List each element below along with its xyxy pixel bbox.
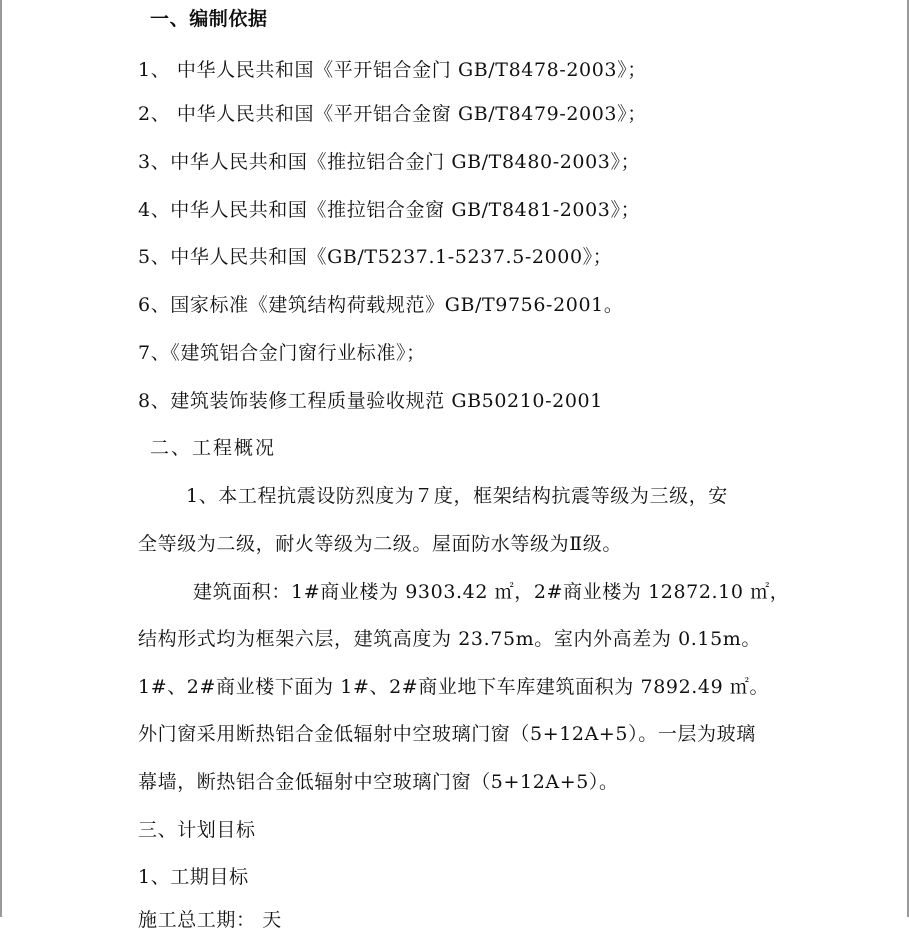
- basis-item-3: 3、中华人民共和国《推拉铝合金门 GB/T8480-2003》；: [138, 151, 641, 173]
- page-left-border: [0, 0, 2, 917]
- overview-para1-line2: 全等级为二级，耐火等级为二级。屋面防水等级为Ⅱ级。: [138, 533, 622, 555]
- basis-item-7: 7、《建筑铝合金门窗行业标准》；: [138, 342, 426, 364]
- overview-para2-line5: 幕墙，断热铝合金低辐射中空玻璃门窗（5+12A+5）。: [138, 771, 619, 793]
- overview-para2-line2: 结构形式均为框架六层，建筑高度为 23.75m。室内外高差为 0.15m。: [138, 628, 762, 650]
- basis-item-2: 2、 中华人民共和国《平开铝合金窗 GB/T8479-2003》；: [138, 103, 647, 125]
- overview-para2-line1: 建筑面积：1#商业楼为 9303.42 ㎡，2#商业楼为 12872.10 ㎡，: [193, 581, 790, 603]
- basis-item-6: 6、国家标准《建筑结构荷载规范》GB/T9756-2001。: [138, 294, 624, 316]
- basis-item-8: 8、建筑装饰装修工程质量验收规范 GB50210-2001: [138, 390, 603, 412]
- overview-para2-line3: 1#、2#商业楼下面为 1#、2#商业地下车库建筑面积为 7892.49 ㎡。: [138, 676, 770, 698]
- basis-item-1: 1、 中华人民共和国《平开铝合金门 GB/T8478-2003》；: [138, 59, 647, 81]
- heading-project-overview: 二、工程概况: [150, 437, 277, 459]
- basis-item-4: 4、中华人民共和国《推拉铝合金窗 GB/T8481-2003》；: [138, 199, 641, 221]
- cut-off-line: [138, 903, 398, 931]
- target-schedule-label: 1、工期目标: [138, 866, 249, 888]
- heading-plan-targets: 三、计划目标: [138, 819, 256, 841]
- overview-para1-line1: 1、本工程抗震设防烈度为７度，框架结构抗震等级为三级，安: [186, 485, 728, 507]
- basis-item-5: 5、中华人民共和国《GB/T5237.1-5237.5-2000》；: [138, 246, 613, 268]
- cut-off-line-text: 施工总工期： 天: [138, 909, 282, 931]
- heading-compilation-basis: 一、编制依据: [150, 8, 268, 30]
- overview-para2-line4: 外门窗采用断热铝合金低辐射中空玻璃门窗（5+12A+5）。一层为玻璃: [138, 723, 756, 745]
